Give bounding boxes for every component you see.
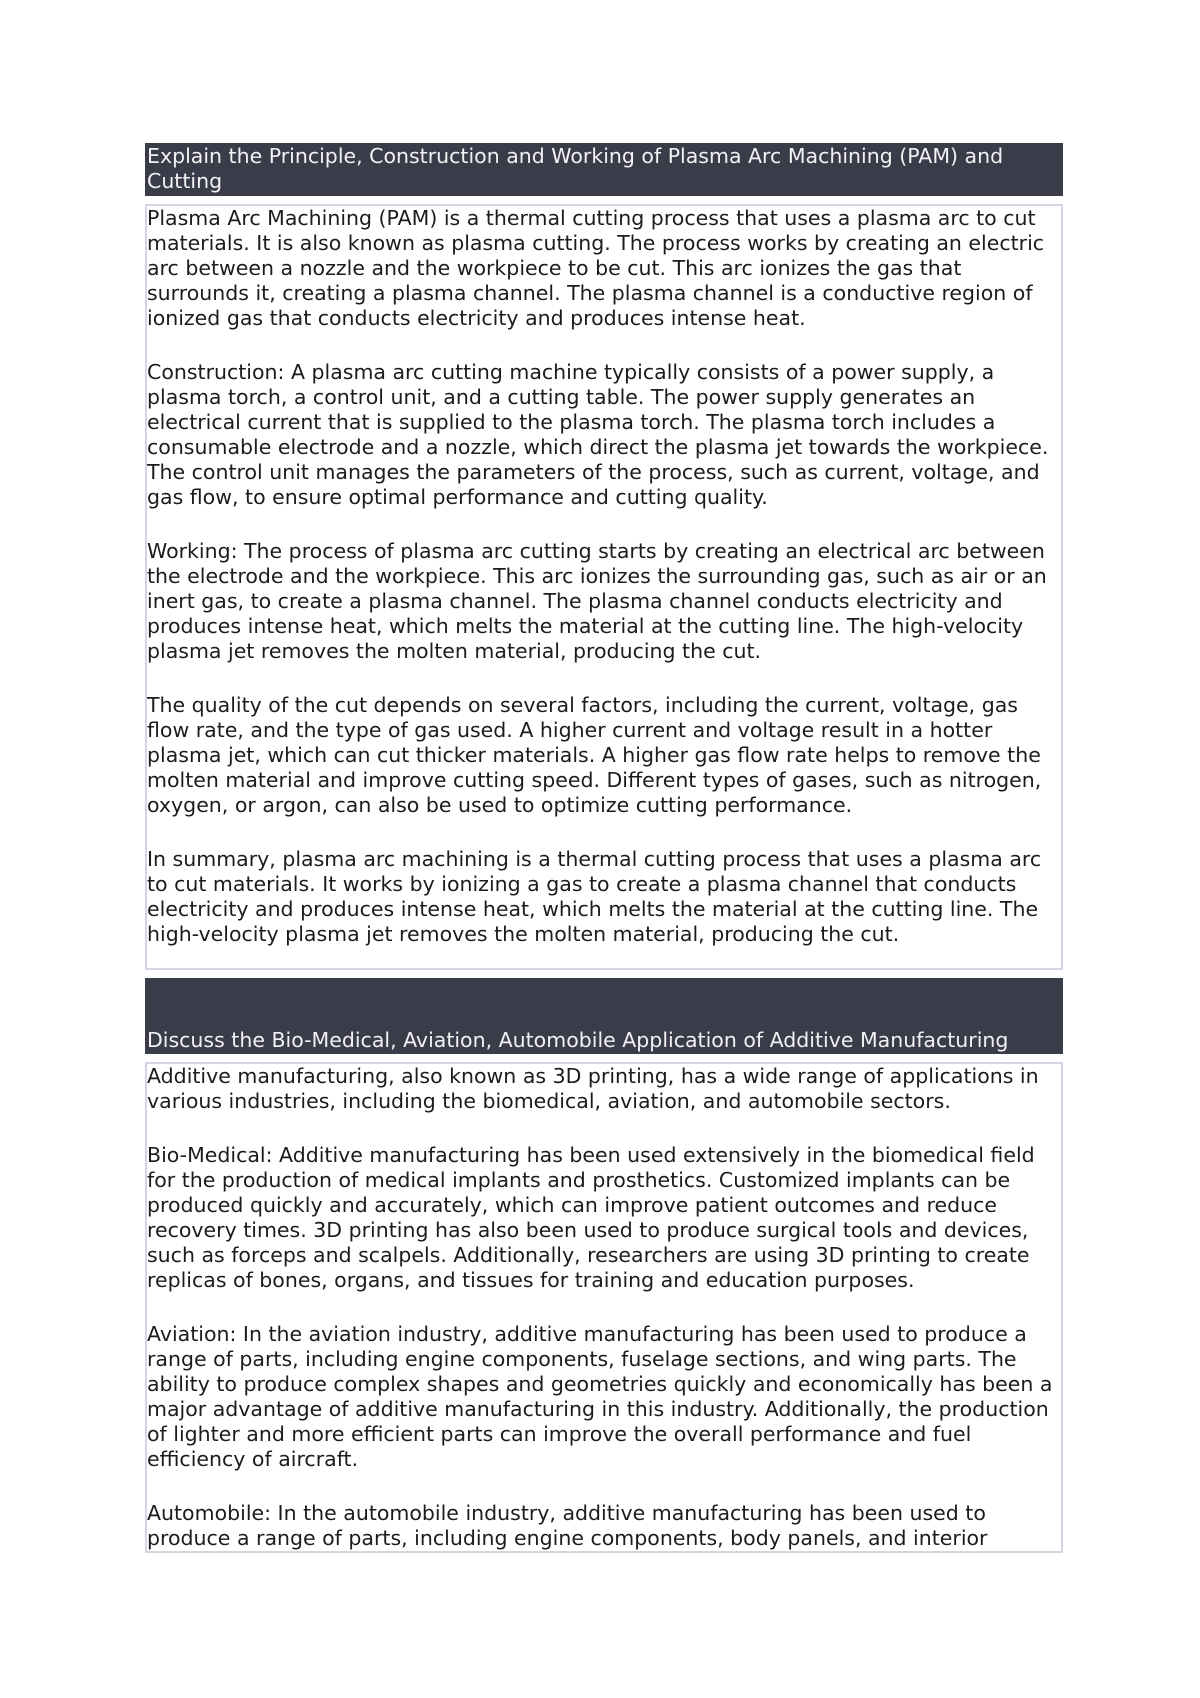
answer-2-paragraph-intro: Additive manufacturing, also known as 3D printing, has a wide range of applications in various industries, including the biomedical, aviation, and automobile sectors. xyxy=(147,1064,1039,1113)
answer-2-paragraph-aviation: Aviation: In the aviation industry, additive manufacturing has been used to produce a range of parts, including engine components, fuselage sections, and wing parts. The ability to produce complex shapes and geometries quickly and economically has been a major advantage of additive manufacturing in this industry. Additionally, the production of lighter and more efficient parts can improve the overall performance and fuel efficiency of aircraft. xyxy=(147,1322,1053,1471)
answer-1-paragraph-quality: The quality of the cut depends on several factors, including the current, voltage, gas flow rate, and the type of gas used. A higher current and voltage result in a hotter plasma jet, which can cut thicker materials. A higher gas flow rate helps to remove the molten material and improve cutting speed. Different types of gases, such as nitrogen, oxygen, or argon, can also be used to optimize cutting performance. xyxy=(147,693,1042,817)
answer-1-paragraph-working: Working: The process of plasma arc cutting starts by creating an electrical arc between the electrode and the workpiece. This arc ionizes the surrounding gas, such as air or an inert gas, to create a plasma channel. The plasma channel conducts electricity and produces intense heat, which melts the material at the cutting line. The high-velocity plasma jet removes the molten material, producing the cut. xyxy=(147,539,1047,663)
answer-1-box xyxy=(145,204,1063,970)
answer-2-box xyxy=(145,1062,1063,1553)
question-2-title: Discuss the Bio-Medical, Aviation, Automobile Application of Additive Manufacturing xyxy=(147,1028,1009,1052)
answer-1-paragraph-construction: Construction: A plasma arc cutting machine typically consists of a power supply, a plasma torch, a control unit, and a cutting table. The power supply generates an electrical current that is supplied to the plasma torch. The plasma torch includes a consumable electrode and a nozzle, which direct the plasma jet towards the workpiece. The control unit manages the parameters of the process, such as current, voltage, and gas flow, to ensure optimal performance and cutting quality. xyxy=(147,360,1049,509)
question-1-title: Explain the Principle, Construction and Working of Plasma Arc Machining (PAM) and Cutting xyxy=(147,144,1004,193)
question-1-header xyxy=(145,143,1063,196)
answer-1-paragraph-summary: In summary, plasma arc machining is a thermal cutting process that uses a plasma arc to cut materials. It works by ionizing a gas to create a plasma channel that conducts electricity and produces intense heat, which melts the material at the cutting line. The high-velocity plasma jet removes the molten material, producing the cut. xyxy=(147,847,1042,946)
document-page xyxy=(145,143,1063,1553)
answer-2-paragraph-automobile: Automobile: In the automobile industry, additive manufacturing has been used to produce a range of parts, including engine components, body panels, and interior xyxy=(147,1501,988,1550)
question-2-header xyxy=(145,978,1063,1054)
answer-2-paragraph-biomedical: Bio-Medical: Additive manufacturing has been used extensively in the biomedical field for the production of medical implants and prosthetics. Customized implants can be produced quickly and accurately, which can improve patient outcomes and reduce recovery times. 3D printing has also been used to produce surgical tools and devices, such as forceps and scalpels. Additionally, researchers are using 3D printing to create replicas of bones, organs, and tissues for training and education purposes. xyxy=(147,1143,1035,1292)
answer-1-paragraph-principle: Plasma Arc Machining (PAM) is a thermal cutting process that uses a plasma arc to cut materials. It is also known as plasma cutting. The process works by creating an electric arc between a nozzle and the workpiece to be cut. This arc ionizes the gas that surrounds it, creating a plasma channel. The plasma channel is a conductive region of ionized gas that conducts electricity and produces intense heat. xyxy=(147,206,1045,330)
